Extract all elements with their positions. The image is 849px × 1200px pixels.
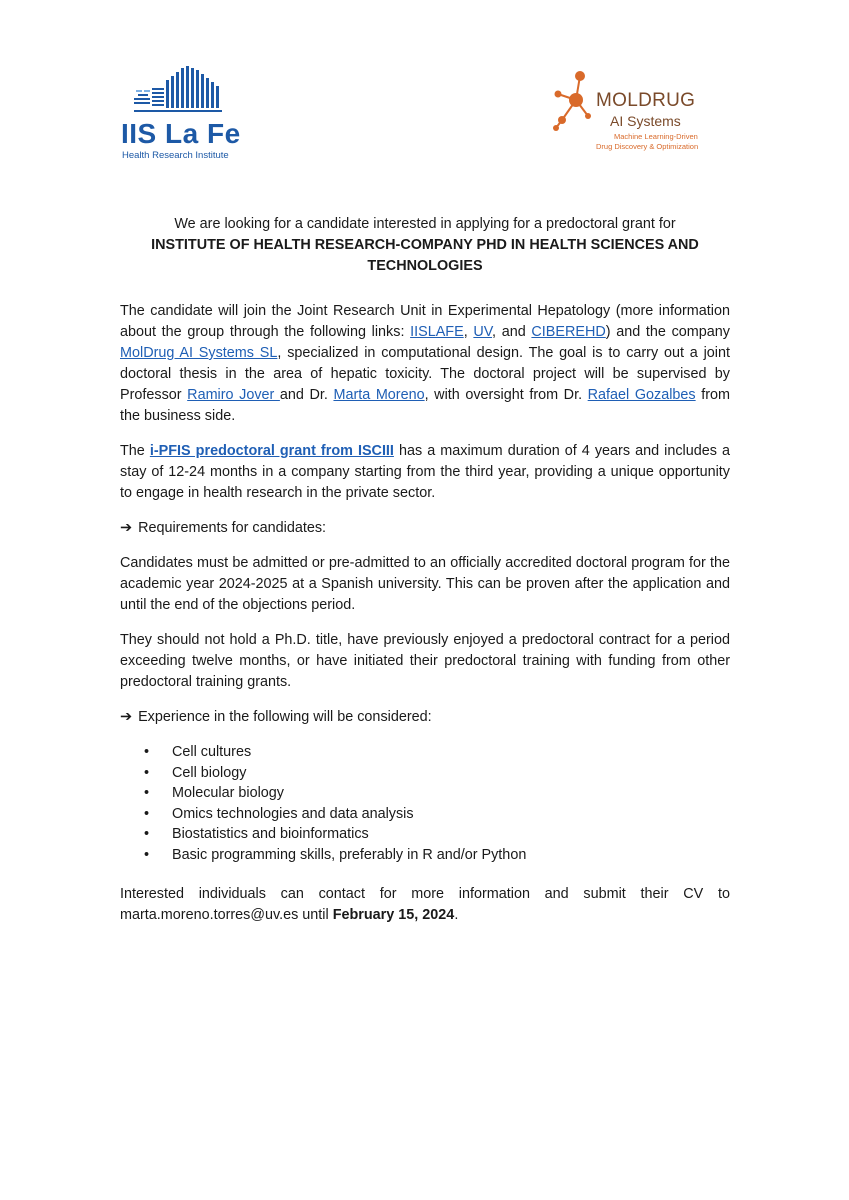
moldrug-logo <box>548 70 738 160</box>
list-item <box>120 763 730 784</box>
requirements-heading <box>120 518 730 539</box>
list-item <box>120 824 730 845</box>
intro-text: and Dr. <box>279 387 334 403</box>
deadline-date: February 15, 2024 <box>332 906 455 923</box>
link-ciberehd[interactable]: CIBEREHD <box>531 324 606 340</box>
intro-text: , specialized in computational design. The goal is to carry out a joint doctoral thesis in the area of hepatic toxicity. The doctoral project will be supervised by Professor <box>120 345 731 403</box>
bullet-icon: • <box>144 846 150 863</box>
moldrug-subtitle: AI Systems <box>610 113 681 129</box>
link-ipfis-grant[interactable]: i-PFIS predoctoral grant from ISCIII <box>149 443 394 459</box>
bullet-icon: • <box>144 826 150 843</box>
intro-text: , and <box>492 324 532 340</box>
grant-text: has a maximum duration of 4 years and includes a stay of 12-24 months in a company starting from the third year, providing a unique opportunity to engage in health research in the private sector. <box>120 443 731 501</box>
bullet-icon: • <box>144 785 150 802</box>
moldrug-title: MOLDRUG <box>596 90 696 111</box>
link-uv[interactable]: UV <box>473 324 493 340</box>
contact-text: . <box>454 906 459 923</box>
iis-la-fe-subtitle: Health Research Institute <box>122 150 229 161</box>
document-heading <box>120 214 730 277</box>
heading-line-2: INSTITUTE OF HEALTH RESEARCH-COMPANY PHD IN HEALTH SCIENCES AND TECHNOLOGIES <box>151 237 699 274</box>
arrow-right-icon: ➔ <box>120 709 133 725</box>
moldrug-tagline-1: Machine Learning-Driven <box>614 132 698 141</box>
experience-heading <box>120 707 730 728</box>
list-item-text: Biostatistics and bioinformatics <box>172 826 369 843</box>
grant-text: The <box>120 443 150 459</box>
list-item <box>120 804 730 825</box>
link-marta-moreno[interactable]: Marta Moreno <box>333 387 425 403</box>
requirements-paragraph-1: Candidates must be admitted or pre-admitted to an officially accredited doctoral program for the academic year 2024-2025 at a Spanish university. This can be proven after the application and until the end of the objections period. <box>120 555 730 613</box>
list-item-text: Basic programming skills, preferably in R and/or Python <box>172 846 527 863</box>
experience-list <box>120 742 730 866</box>
heading-line-1: We are looking for a candidate interested in applying for a predoctoral grant for <box>174 216 676 232</box>
list-item-text: Cell cultures <box>172 744 252 760</box>
link-ramiro-jover[interactable]: Ramiro Jover <box>187 387 280 403</box>
iis-la-fe-logo <box>118 62 248 162</box>
iis-la-fe-title: IIS La Fe <box>121 118 241 149</box>
building-columns-icon <box>134 66 234 114</box>
bullet-icon: • <box>144 764 150 781</box>
link-iislafe[interactable]: IISLAFE <box>410 324 464 340</box>
intro-paragraph <box>120 301 730 427</box>
list-item <box>120 742 730 763</box>
list-item <box>120 783 730 804</box>
list-item <box>120 845 730 866</box>
experience-title: Experience in the following will be considered: <box>138 709 432 725</box>
page-header <box>0 0 849 180</box>
requirements-title: Requirements for candidates: <box>138 520 327 536</box>
contact-text: Interested individuals can contact for more information and submit their CV to marta.moreno.torres@uv.es until <box>120 885 730 923</box>
list-item-text: Cell biology <box>172 764 247 781</box>
intro-text: from the business side. <box>120 387 730 424</box>
list-item-text: Molecular biology <box>172 785 284 802</box>
arrow-right-icon: ➔ <box>120 520 133 536</box>
bullet-icon: • <box>144 805 150 822</box>
intro-text: , with oversight from Dr. <box>424 387 588 403</box>
list-item-text: Omics technologies and data analysis <box>172 805 414 822</box>
moldrug-tagline-2: Drug Discovery & Optimization <box>596 142 699 151</box>
grant-paragraph <box>120 441 730 504</box>
bullet-icon: • <box>144 744 150 760</box>
link-moldrug[interactable]: MolDrug AI Systems SL <box>120 345 278 361</box>
requirements-paragraph-2: They should not hold a Ph.D. title, have previously enjoyed a predoctoral contract for a period exceeding twelve months, or have initiated their predoctoral training with funding from other predoctoral training grants. <box>120 632 730 690</box>
intro-text: , <box>463 324 474 340</box>
link-rafael-gozalbes[interactable]: Rafael Gozalbes <box>587 387 696 403</box>
contact-paragraph <box>120 884 730 926</box>
intro-text: The candidate will join the Joint Research Unit in Experimental Hepatology (more information about the group through the following links: <box>120 303 730 340</box>
document-body <box>120 214 730 940</box>
intro-text: ) and the company <box>605 324 730 340</box>
